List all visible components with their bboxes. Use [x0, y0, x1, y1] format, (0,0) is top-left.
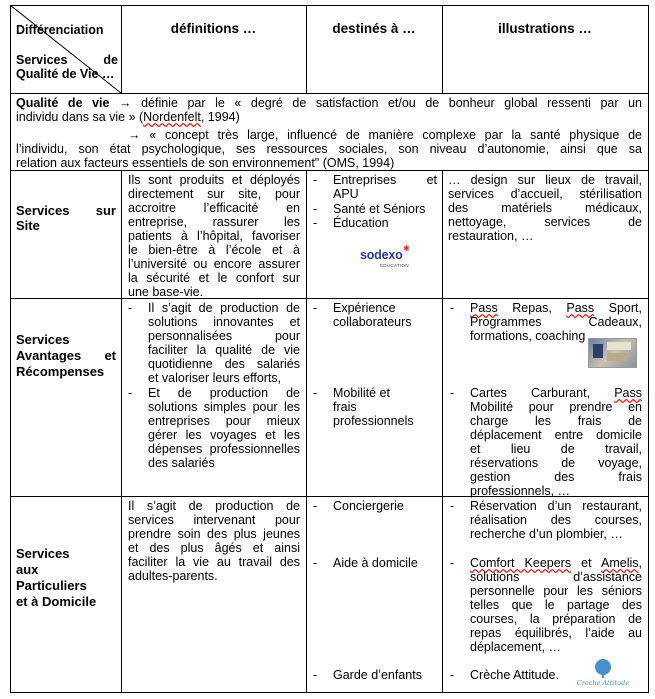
- site-dest-line: Santé et Séniors: [333, 202, 426, 216]
- qdv-line-4: l’individu, son état psychologique, ses ressources sociales, son niveau d’autonomie, ainsi que sa: [16, 142, 642, 156]
- bullet-dash: -: [313, 216, 318, 230]
- creche-logo-text: Crèche Attitude: [576, 679, 630, 687]
- particuliers-illus-line: déplacement, …: [470, 640, 562, 654]
- particuliers-illus-line: Réservation d’un restaurant,: [470, 499, 642, 513]
- sodexo-logo-text: sodexo: [360, 248, 403, 262]
- bullet-dash: -: [313, 202, 318, 216]
- particuliers-illus-line: courses, la préparation de: [470, 612, 642, 626]
- bullet-dash: -: [450, 556, 455, 570]
- avantages-dest-line: collaborateurs: [333, 315, 412, 329]
- site-def-line: Ils sont produits et déployés: [128, 173, 300, 187]
- avantages-illus-line: et lieu de travail,: [470, 442, 642, 456]
- qdv-def-1c: , 1994): [200, 110, 240, 124]
- qdv-def-1a: définie par le « degré de satisfaction et/ou de bonheur global ressenti par un: [141, 96, 642, 110]
- bullet-dash: -: [313, 386, 318, 400]
- star-icon: ✱: [403, 244, 410, 253]
- avantages-dest-line: Mobilité et: [333, 386, 390, 400]
- site-def-line: patients à l’hôpital, favoriser: [128, 229, 300, 243]
- arrow-glyph: →: [119, 96, 132, 110]
- avantages-illus-line: professionnels, …: [470, 484, 571, 498]
- qdv-line-3: [128, 128, 642, 142]
- particuliers-illus-line: réalisation des courses,: [470, 513, 642, 527]
- sodexo-logo: [360, 244, 416, 272]
- particuliers-dest-garde: Garde d’enfants: [333, 668, 422, 682]
- row-label-particuliers-3: Particuliers: [16, 578, 87, 593]
- particuliers-illus-line: solutions d’assistance: [470, 570, 642, 584]
- illus-word: Comfort Keepers: [470, 556, 572, 570]
- row-label-particuliers-1: Services: [16, 546, 70, 561]
- avantages-illus-line: gestion des frais: [470, 470, 642, 484]
- particuliers-illus-creche: Crèche Attitude.: [470, 668, 559, 682]
- particuliers-def-line: adultes-parents.: [128, 569, 218, 583]
- col-header-destines: destinés à …: [332, 21, 416, 36]
- qdv-def-2a: « concept très large, influencé de manière complexe par la santé physique de: [149, 128, 642, 142]
- table-rule: [306, 170, 307, 693]
- particuliers-def-line: Il s’agit de production de: [128, 499, 300, 513]
- avantages-def-line: et valoriser leurs efforts,: [148, 371, 282, 385]
- site-illus-line: nettoyage, services de: [448, 215, 642, 229]
- qdv-line-1: [16, 96, 642, 110]
- avantages-illus-line: déplacement entre domicile: [470, 428, 642, 442]
- site-def-line: entreprise, rassurer les: [128, 215, 300, 229]
- site-illus-line: … design sur lieux de travail,: [448, 173, 642, 187]
- bullet-dash: -: [450, 668, 455, 682]
- table-rule: [10, 170, 649, 171]
- row-label-site-1: Services sur: [16, 203, 116, 218]
- bullet-dash: -: [450, 301, 455, 315]
- avantages-def-line: entreprises pour mieux: [148, 414, 300, 428]
- avantages-illus-line: Pass Repas, Pass Sport,: [470, 301, 642, 315]
- avantages-dest-line: professionnels: [333, 414, 414, 428]
- qdv-line-2: [16, 110, 642, 124]
- corner-bottom-label: Services de Qualité de Vie …: [16, 53, 118, 81]
- illus-word: Pass: [566, 301, 595, 315]
- col-header-definitions: définitions …: [170, 21, 257, 36]
- particuliers-def-line: prendre soin des plus jeunes: [128, 527, 300, 541]
- particuliers-def-line: faciliter la vie au travail des: [128, 555, 300, 569]
- row-label-particuliers-2: aux: [16, 562, 39, 577]
- table-rule: [10, 692, 649, 693]
- picture-icon: [593, 344, 603, 358]
- avantages-dest-line: Expérience: [333, 301, 396, 315]
- site-dest-line: Éducation: [333, 216, 389, 230]
- coaching-thumbnail: [588, 338, 637, 368]
- avantages-illus-line: Programmes Cadeaux,: [470, 315, 642, 329]
- avantages-illus-line: Cartes Carburant, Pass: [470, 386, 642, 400]
- picture-icon: [607, 353, 627, 361]
- avantages-def-line: faciliter la qualité de vie: [148, 343, 300, 357]
- table-rule: [121, 170, 122, 693]
- avantages-def-line: Il s’agit de production de: [148, 301, 300, 315]
- site-illus-line: des matériels médicaux,: [448, 201, 642, 215]
- table-rule: [442, 170, 443, 693]
- col-header-illustrations: illustrations …: [498, 21, 592, 36]
- qdv-def-1b: individu dans sa vie » (: [16, 110, 144, 124]
- avantages-illus-line: Mobilité pour prendre en: [470, 400, 642, 414]
- sodexo-logo-subtitle: EDUCATION: [380, 263, 409, 268]
- table-rule: [10, 5, 11, 693]
- particuliers-illus-line: Comfort Keepers et Amelis,: [470, 556, 642, 570]
- table-rule: [442, 5, 443, 93]
- particuliers-illus-line: personnelle pour les séniors: [470, 584, 642, 598]
- site-illus-line: services d’accueil, stérilisation: [448, 187, 642, 201]
- avantages-def-line: des salariés: [148, 456, 215, 470]
- particuliers-dest-conciergerie: Conciergerie: [333, 499, 404, 513]
- site-dest-line: APU: [333, 187, 359, 201]
- site-def-line: l’université ou encore assurer: [128, 257, 300, 271]
- bullet-dash: -: [313, 499, 318, 513]
- avantages-def-line: gérer les voyages et les: [148, 428, 300, 442]
- row-label-particuliers-4: et à Domicile: [16, 594, 97, 609]
- avantages-illus-line: charge les frais de: [470, 414, 642, 428]
- table-rule: [306, 5, 307, 93]
- table-rule: [648, 5, 649, 693]
- particuliers-illus-line: telles que le partage des: [470, 598, 642, 612]
- site-def-line: le bien-être à l’école et à: [128, 243, 300, 257]
- qdv-line-5: relation aux facteurs essentiels de son environnement" (OMS, 1994): [16, 156, 395, 170]
- bullet-dash: -: [313, 668, 318, 682]
- bullet-dash: -: [450, 386, 455, 400]
- avantages-def-line: personnalisées pour: [148, 329, 300, 343]
- row-label-avantages-2: Avantages et: [16, 348, 116, 363]
- bullet-dash: -: [450, 499, 455, 513]
- site-dest-line: Entreprises et: [333, 173, 437, 187]
- particuliers-illus-line: recherche d’un plombier, …: [470, 527, 623, 541]
- site-def-line: accroitre l’efficacité en: [128, 201, 300, 215]
- particuliers-def-line: services intervenant pour: [128, 513, 300, 527]
- avantages-def-line: quotidienne des salariés: [148, 357, 300, 371]
- site-def-line: une base-vie.: [128, 285, 204, 299]
- row-label-avantages-1: Services: [16, 332, 70, 347]
- bullet-dash: -: [313, 173, 318, 187]
- avantages-illus-line: formations, coaching: [470, 329, 586, 343]
- illus-word: Pass: [614, 386, 642, 400]
- arrow-glyph: →: [128, 128, 141, 142]
- avantages-illus-line: réservations de voyage,: [470, 456, 642, 470]
- site-def-line: directement sur site, pour: [128, 187, 300, 201]
- differenciation-table: [10, 5, 649, 693]
- qdv-author: Nordenfelt: [143, 110, 201, 124]
- avantages-def-line: solutions innovantes et: [148, 315, 300, 329]
- avantages-def-line: solutions simples pour les: [148, 400, 300, 414]
- qdv-label: Qualité de vie: [16, 96, 110, 110]
- avantages-dest-line: frais: [333, 400, 357, 414]
- particuliers-def-line: et des plus âgés et ainsi: [128, 541, 300, 555]
- tree-icon: [602, 673, 604, 678]
- bullet-dash: -: [128, 301, 133, 315]
- particuliers-dest-aide: Aide à domicile: [333, 556, 418, 570]
- site-illus-line: restauration, …: [448, 229, 534, 243]
- bullet-dash: -: [128, 386, 133, 400]
- illus-word: Amelis: [601, 556, 639, 570]
- table-rule: [10, 298, 649, 299]
- avantages-def-line: Et de production de: [148, 386, 300, 400]
- particuliers-illus-line: repas équilibrés, l’aide au: [470, 626, 642, 640]
- row-label-avantages-3: Récompenses: [16, 364, 105, 379]
- corner-top-label: Différenciation: [16, 23, 104, 37]
- creche-attitude-logo: [573, 659, 633, 692]
- site-def-line: la sécurité et le confort sur: [128, 271, 300, 285]
- bullet-dash: -: [313, 556, 318, 570]
- bullet-dash: -: [313, 301, 318, 315]
- row-label-site-2: Site: [16, 218, 40, 233]
- avantages-def-line: dépenses professionnelles: [148, 442, 300, 456]
- illus-word: Pass: [470, 301, 498, 315]
- picture-icon: [607, 342, 631, 350]
